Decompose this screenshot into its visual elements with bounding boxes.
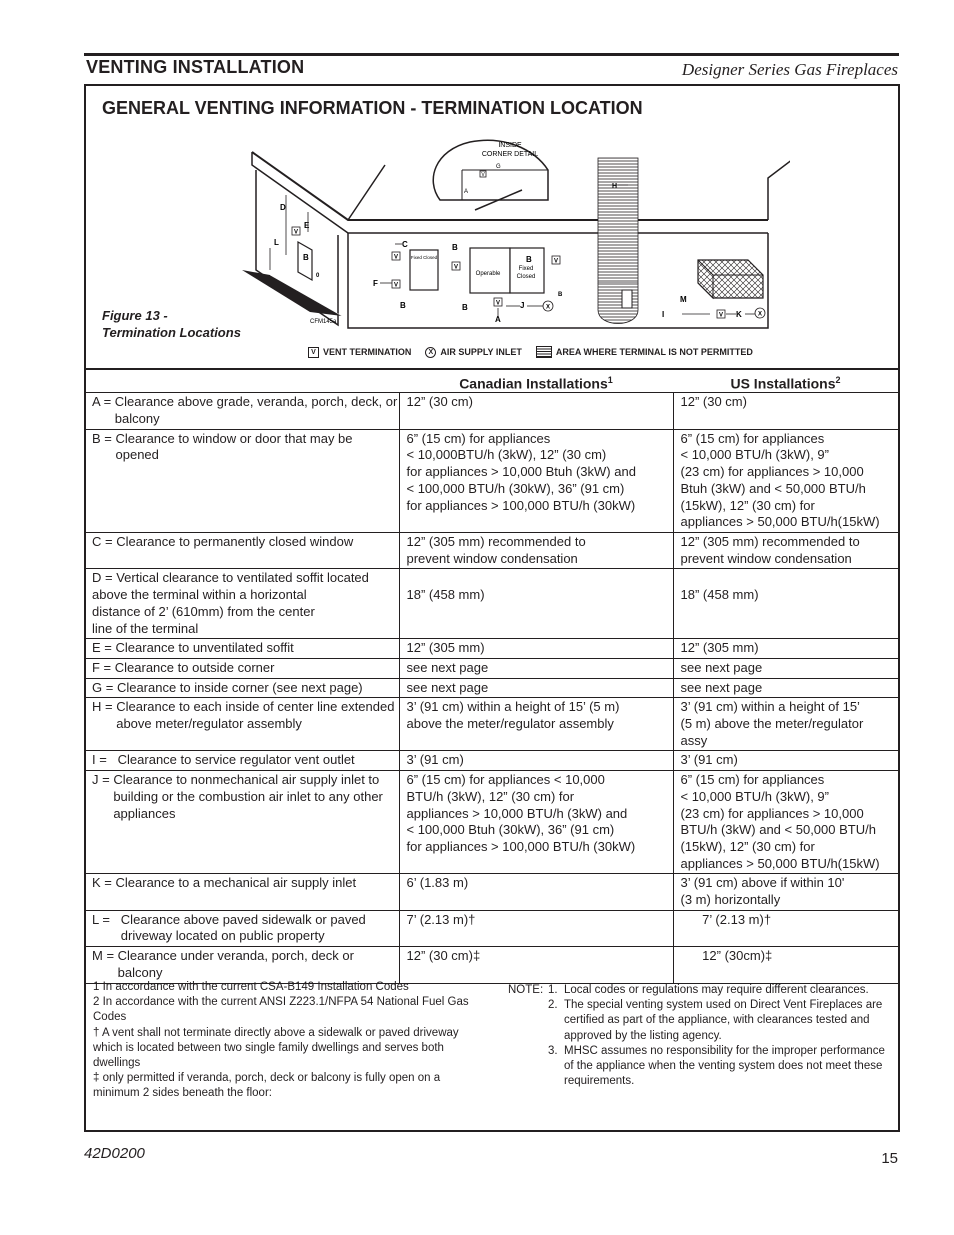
table-row [86, 947, 898, 983]
svg-text:Fixed Closed: Fixed Closed [410, 255, 438, 260]
canadian-value: 12” (305 mm) recommended to prevent window condensation [399, 532, 673, 568]
svg-text:M: M [680, 295, 687, 304]
table-row [86, 874, 898, 910]
footnote: ‡ only permitted if veranda, porch, deck or balcony is fully open on a minimum 2 sides beneath the floor: [93, 1072, 441, 1100]
svg-text:B: B [526, 255, 532, 264]
svg-text:V: V [495, 300, 501, 307]
clearance-label: G = Clearance to inside corner (see next page) [86, 678, 399, 698]
clearance-label: K = Clearance to a mechanical air supply inlet [86, 874, 399, 910]
us-value: see next page [673, 658, 898, 678]
header-canadian: Canadian Installations$^1$ [399, 369, 673, 393]
clearance-label: L = Clearance above paved sidewalk or paved driveway located on public property [86, 910, 399, 946]
table-row [86, 771, 898, 874]
note-item: 2. The special venting system used on Direct Vent Fireplaces are certified as part of the appliance, with clearances tested and approved by the listing agency. [548, 999, 883, 1042]
canadian-value: 3’ (91 cm) [399, 751, 673, 771]
clearance-label: J = Clearance to nonmechanical air supply inlet to building or the combustion air inlet to any other appliances [86, 771, 399, 874]
us-value: 18” (458 mm) [673, 569, 898, 639]
clearance-label: H = Clearance to each inside of center line extended above meter/regulator assembly [86, 698, 399, 751]
series-title: Designer Series Gas Fireplaces [681, 60, 898, 79]
svg-text:H: H [612, 183, 618, 190]
svg-text:L: L [274, 238, 279, 247]
us-value: 3’ (91 cm) [673, 751, 898, 771]
us-value: 7’ (2.13 m)† [673, 910, 898, 946]
us-value: 6” (15 cm) for appliances < 10,000 BTU/h (3kW), 9” (23 cm) for appliances > 10,000 Btuh (3kW) and < 50,000 BTU/h (15kW), 12” (30 cm) for appliances > 50,000 BTU/h(15kW) [673, 429, 898, 532]
svg-text:D: D [280, 203, 286, 212]
clearance-label: C = Clearance to permanently closed window [86, 532, 399, 568]
svg-text:B: B [303, 253, 309, 262]
us-value: 3’ (91 cm) above if within 10' (3 m) horizontally [673, 874, 898, 910]
footnote: † A vent shall not terminate directly above a sidewalk or paved driveway which is located between two single family dwellings and serves both dwellings [93, 1026, 459, 1070]
us-value: see next page [673, 678, 898, 698]
svg-text:G: G [496, 164, 501, 170]
clearance-label: B = Clearance to window or door that may be opened [86, 429, 399, 532]
table-row [86, 429, 898, 532]
note-item: NOTE: 1. Local codes or regulations may require different clearances. [508, 984, 869, 996]
header-us: US Installations$^2$ [673, 369, 898, 393]
note-item: 3. MHSC assumes no responsibility for the improper performance of the appliance when the venting system does not meet these requirements. [548, 1044, 885, 1088]
svg-text:J: J [520, 301, 525, 310]
svg-text:B: B [400, 301, 406, 310]
table-row [86, 678, 898, 698]
svg-text:V: V [293, 229, 299, 236]
canadian-value: see next page [399, 678, 673, 698]
canadian-value: 6” (15 cm) for appliances < 10,000BTU/h (3kW), 12” (30 cm) for appliances > 10,000 Btuh (3kW) and < 100,000 BTU/h (30kW), 36” (91 cm) for appliances > 100,000 BTU/h (30kW) [399, 429, 673, 532]
page-number: 15 [881, 1150, 898, 1167]
table-row [86, 639, 898, 659]
us-value: 6” (15 cm) for appliances < 10,000 BTU/h (3kW), 9” (23 cm) for appliances > 10,000 BTU/h (3kW) and < 50,000 BTU/h (15kW), 12” (30 cm) for appliances > 50,000 BTU/h(15kW) [673, 771, 898, 874]
svg-text:Fixed: Fixed [518, 266, 534, 272]
legend-area: AREA WHERE TERMINAL IS NOT PERMITTED [536, 346, 753, 358]
table-row [86, 751, 898, 771]
svg-text:X: X [757, 311, 763, 318]
canadian-value: 12” (305 mm) [399, 639, 673, 659]
table-row [86, 658, 898, 678]
clearance-label: M = Clearance under veranda, porch, deck or balcony [86, 947, 399, 983]
clearance-label: E = Clearance to unventilated soffit [86, 639, 399, 659]
svg-text:Closed: Closed [516, 274, 536, 280]
svg-text:F: F [373, 279, 378, 288]
svg-text:I: I [662, 310, 665, 319]
section-title: VENTING INSTALLATION [86, 57, 305, 77]
clearance-label: F = Clearance to outside corner [86, 658, 399, 678]
document-number: 42D0200 [84, 1145, 145, 1162]
svg-text:B: B [558, 292, 563, 298]
svg-text:V: V [453, 264, 459, 271]
canadian-value: 7’ (2.13 m)† [399, 910, 673, 946]
clearance-table [86, 368, 898, 984]
canadian-value: see next page [399, 658, 673, 678]
us-value: 12” (30 cm) [673, 393, 898, 429]
footnote: 2 In accordance with the current ANSI Z223.1/NFPA 54 National Fuel Gas Codes [93, 996, 469, 1024]
svg-text:V: V [718, 312, 724, 319]
header-blank [86, 369, 399, 393]
figure-caption: Figure 13 - Termination Locations [102, 308, 241, 340]
canadian-value: 3’ (91 cm) within a height of 15’ (5 m) above the meter/regulator assembly [399, 698, 673, 751]
svg-text:Operable: Operable [475, 271, 501, 277]
svg-text:E: E [304, 221, 310, 230]
table-row [86, 532, 898, 568]
air-inlet-symbol-icon: X [425, 347, 436, 358]
svg-text:V: V [393, 254, 399, 261]
canadian-value: 12” (30 cm) [399, 393, 673, 429]
svg-text:V: V [481, 172, 485, 178]
svg-text:0: 0 [316, 273, 320, 279]
footnote: 1 In accordance with the current CSA-B149 Installation Codes [93, 981, 409, 993]
clearance-label: D = Vertical clearance to ventilated soffit located above the terminal within a horizontal distance of 2’ (610mm) from the center line of the terminal [86, 569, 399, 639]
table-row [86, 569, 898, 639]
box-title: GENERAL VENTING INFORMATION - TERMINATION LOCATION [102, 98, 643, 118]
table-header-row [86, 369, 898, 393]
us-value: 3’ (91 cm) within a height of 15’ (5 m) above the meter/regulator assy [673, 698, 898, 751]
us-value: 12” (30cm)‡ [673, 947, 898, 983]
inset-title-2: CORNER DETAIL [481, 151, 539, 158]
diagram-legend [308, 346, 753, 358]
canadian-value: 6” (15 cm) for appliances < 10,000 BTU/h (3kW), 12” (30 cm) for appliances > 10,000 BTU/h (3kW) and < 100,000 Btuh (30kW), 36” (91 cm) for appliances > 100,000 BTU/h (30kW) [399, 771, 673, 874]
svg-text:V: V [553, 258, 559, 265]
svg-text:B: B [452, 243, 458, 252]
clearance-label: A = Clearance above grade, veranda, porch, deck, or balcony [86, 393, 399, 429]
svg-text:A: A [495, 315, 501, 324]
canadian-value: 12” (30 cm)‡ [399, 947, 673, 983]
svg-text:C: C [402, 240, 408, 249]
table-row [86, 698, 898, 751]
diagram-part-number: CFM145a [310, 319, 337, 325]
table-row [86, 910, 898, 946]
svg-text:A: A [464, 189, 469, 195]
us-value: 12” (305 mm) [673, 639, 898, 659]
legend-vent: V VENT TERMINATION [308, 347, 411, 358]
table-row [86, 393, 898, 429]
footnotes-left [93, 980, 483, 1102]
meter-hatch-column [598, 158, 638, 283]
termination-diagram [230, 130, 790, 340]
canadian-value: 6’ (1.83 m) [399, 874, 673, 910]
vent-symbol-icon: V [308, 347, 319, 358]
svg-text:K: K [736, 310, 742, 319]
header-rule [84, 53, 899, 56]
legend-air: X AIR SUPPLY INLET [425, 347, 522, 358]
inset-title-1: INSIDE [498, 142, 522, 149]
hatch-area-icon [536, 346, 552, 358]
clearance-label: I = Clearance to service regulator vent outlet [86, 751, 399, 771]
us-value: 12” (305 mm) recommended to prevent window condensation [673, 532, 898, 568]
svg-text:X: X [545, 304, 551, 311]
notes-right [508, 983, 893, 1089]
canadian-value: 18” (458 mm) [399, 569, 673, 639]
svg-text:B: B [462, 303, 468, 312]
svg-text:V: V [393, 282, 399, 289]
